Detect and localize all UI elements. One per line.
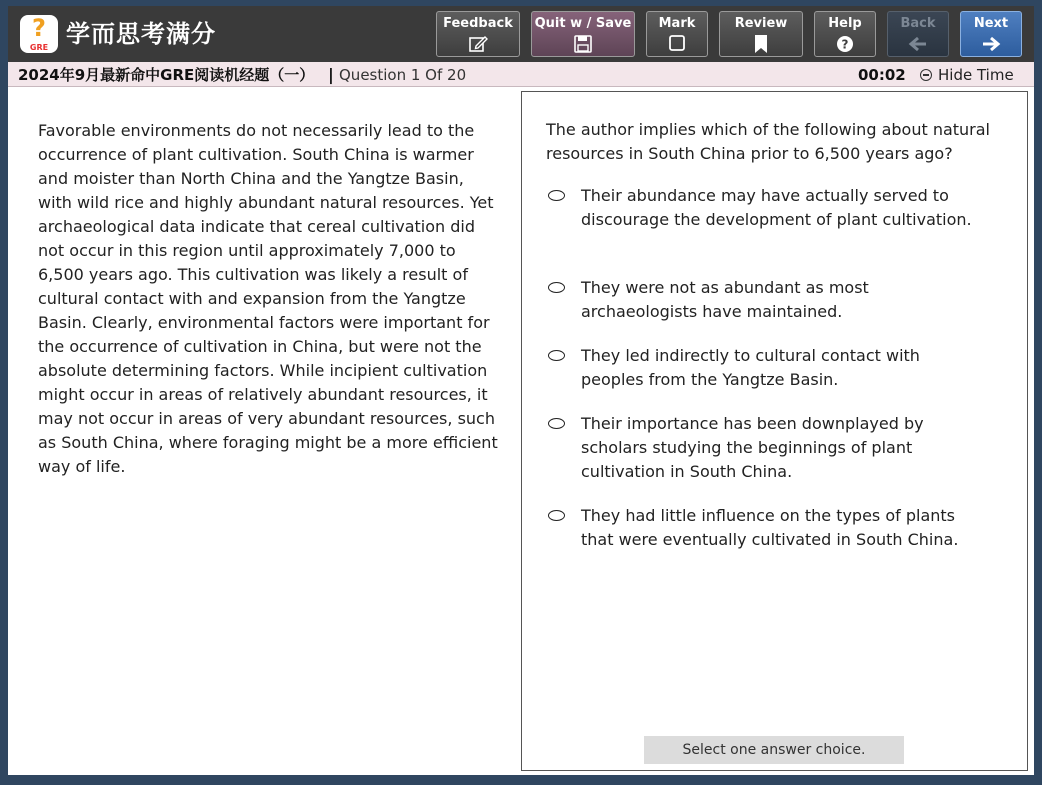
save-icon (573, 35, 593, 53)
reading-passage: Favorable environments do not necessarily lead to the occurrence of plant cultivation. South China is warmer and moister than North China and the Yangtze Basin, with wild rice and highly abundant natural resources. Yet archaeological data indicate that cereal cultivation did not occur in this region until approximately 7,000 to 6,500 years ago. This cultivation was likely a result of cultural contact with and expansion from the Yangtze Basin. Clearly, environmental factors were important for the occurrence of cultivation in China, but were not the absolute determining factors. While incipient cultivation might occur in areas of relatively abundant resources, it may not occur in areas of very abundant resources, such as South China, where foraging might be a more efficient way of life. (38, 121, 498, 476)
feedback-label: Feedback (443, 16, 513, 31)
logo-sub: GRE (29, 43, 49, 52)
hide-time-label: Hide Time (938, 66, 1014, 84)
answer-instruction: Select one answer choice. (644, 736, 904, 764)
question-panel (521, 91, 1028, 771)
hide-time-toggle[interactable] (920, 65, 1014, 85)
minus-circle-icon (920, 69, 932, 81)
next-button[interactable] (960, 11, 1022, 57)
feedback-button[interactable] (436, 11, 520, 57)
answer-choice-text: They had little influence on the types of plants that were eventually cultivated in South China. (581, 506, 959, 549)
mark-button[interactable] (646, 11, 708, 57)
radio-button[interactable] (548, 190, 565, 201)
answer-choice-text: Their abundance may have actually served to discourage the development of plant cultivation. (581, 186, 972, 229)
radio-button[interactable] (548, 510, 565, 521)
quit-save-button[interactable] (531, 11, 635, 57)
radio-button[interactable] (548, 350, 565, 361)
app-logo (20, 15, 58, 53)
svg-text:?: ? (841, 37, 849, 52)
help-label: Help (828, 16, 862, 31)
test-title: 2024年9月最新命中GRE阅读机经题（一） (18, 66, 315, 84)
question-info-bar (8, 62, 1034, 87)
brand-name: 学而思考满分 (66, 20, 216, 48)
content-area (8, 87, 1034, 775)
bookmark-icon (751, 35, 771, 53)
back-button[interactable] (887, 11, 949, 57)
quit-save-label: Quit w / Save (534, 16, 632, 31)
next-label: Next (973, 16, 1009, 31)
review-label: Review (734, 16, 788, 31)
review-button[interactable] (719, 11, 803, 57)
arrow-right-icon (981, 35, 1001, 53)
logo-mark: ? (32, 15, 46, 42)
answer-choice-text: Their importance has been downplayed by scholars studying the beginnings of plant cultivation in South China. (581, 414, 924, 481)
answer-choice-text: They were not as abundant as most archaeologists have maintained. (581, 278, 869, 321)
mark-label: Mark (658, 16, 696, 31)
checkbox-icon (667, 35, 687, 53)
title-separator: | (328, 65, 334, 84)
help-icon (835, 35, 855, 53)
radio-button[interactable] (548, 418, 565, 429)
question-counter: Question 1 Of 20 (339, 66, 467, 84)
question-stem: The author implies which of the following about natural resources in South China prior to 6,500 years ago? (546, 120, 990, 163)
radio-button[interactable] (548, 282, 565, 293)
arrow-left-icon (908, 35, 928, 53)
back-label: Back (900, 16, 936, 31)
toolbar (8, 6, 1034, 62)
edit-icon (468, 35, 488, 53)
timer: 00:02 (858, 66, 906, 84)
help-button[interactable] (814, 11, 876, 57)
answer-choice-text: They led indirectly to cultural contact with peoples from the Yangtze Basin. (581, 346, 920, 389)
